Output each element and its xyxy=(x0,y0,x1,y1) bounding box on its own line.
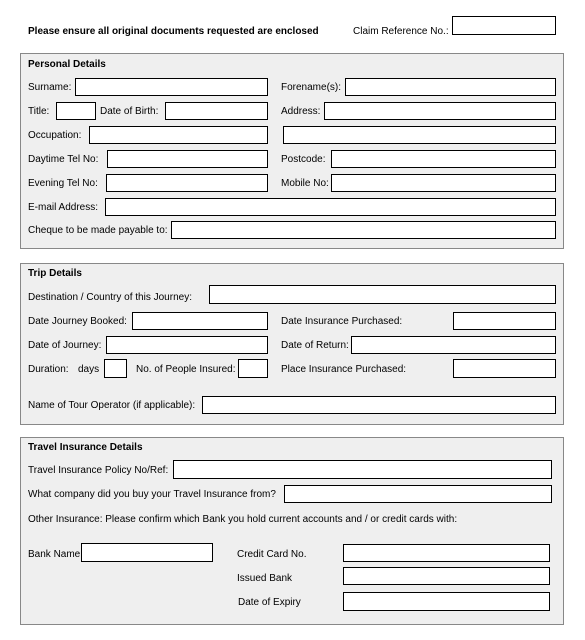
insurance-company-label: What company did you buy your Travel Insurance from? xyxy=(28,489,276,500)
occupation-label: Occupation: xyxy=(28,130,82,141)
address-field-line1[interactable] xyxy=(324,102,556,120)
cheque-payable-field[interactable] xyxy=(171,221,556,239)
forenames-field[interactable] xyxy=(345,78,556,96)
evening-tel-field[interactable] xyxy=(106,174,268,192)
policy-number-field[interactable] xyxy=(173,460,552,479)
surname-label: Surname: xyxy=(28,82,72,93)
tour-operator-label: Name of Tour Operator (if applicable): xyxy=(28,400,196,411)
occupation-field[interactable] xyxy=(89,126,268,144)
date-insurance-purchased-field[interactable] xyxy=(453,312,556,330)
tour-operator-field[interactable] xyxy=(202,396,556,414)
date-booked-field[interactable] xyxy=(132,312,268,330)
place-insurance-purchased-field[interactable] xyxy=(453,359,556,378)
date-booked-label: Date Journey Booked: xyxy=(28,316,127,327)
destination-field[interactable] xyxy=(209,285,556,304)
postcode-label: Postcode: xyxy=(281,154,326,165)
documents-notice: Please ensure all original documents requested are enclosed xyxy=(28,26,319,37)
address-label: Address: xyxy=(281,106,321,117)
daytime-tel-label: Daytime Tel No: xyxy=(28,154,99,165)
duration-field[interactable] xyxy=(104,359,127,378)
policy-number-label: Travel Insurance Policy No/Ref: xyxy=(28,465,169,476)
date-insurance-purchased-label: Date Insurance Purchased: xyxy=(281,316,403,327)
trip-details-heading: Trip Details xyxy=(28,268,82,279)
mobile-label: Mobile No: xyxy=(281,178,329,189)
daytime-tel-field[interactable] xyxy=(107,150,268,168)
date-of-journey-field[interactable] xyxy=(106,336,268,354)
surname-field[interactable] xyxy=(75,78,268,96)
address-field-line2[interactable] xyxy=(283,126,556,144)
insurance-company-field[interactable] xyxy=(284,485,552,503)
title-label: Title: xyxy=(28,106,50,117)
other-insurance-label: Other Insurance: Please confirm which Bank you hold current accounts and / or credit cards with: xyxy=(28,514,458,525)
date-of-expiry-label: Date of Expiry xyxy=(238,597,301,608)
date-of-journey-label: Date of Journey: xyxy=(28,340,102,351)
date-of-return-label: Date of Return: xyxy=(281,340,349,351)
date-of-return-field[interactable] xyxy=(351,336,556,354)
date-of-birth-field[interactable] xyxy=(165,102,268,120)
issued-bank-field[interactable] xyxy=(343,567,550,585)
email-label: E-mail Address: xyxy=(28,202,99,213)
destination-label: Destination / Country of this Journey: xyxy=(28,292,192,303)
title-field[interactable] xyxy=(56,102,96,120)
bank-name-label: Bank Name xyxy=(28,549,81,560)
issued-bank-label: Issued Bank xyxy=(237,573,293,584)
credit-card-label: Credit Card No. xyxy=(237,549,307,560)
travel-insurance-heading: Travel Insurance Details xyxy=(28,442,143,453)
duration-label: Duration: xyxy=(28,364,69,375)
num-people-field[interactable] xyxy=(238,359,268,378)
forenames-label: Forename(s): xyxy=(281,82,342,93)
duration-days-label: days xyxy=(78,364,100,375)
cheque-payable-label: Cheque to be made payable to: xyxy=(28,225,168,236)
date-of-expiry-field[interactable] xyxy=(343,592,550,611)
personal-details-heading: Personal Details xyxy=(28,59,106,70)
date-of-birth-label: Date of Birth: xyxy=(100,106,159,117)
mobile-field[interactable] xyxy=(331,174,556,192)
claim-reference-label: Claim Reference No.: xyxy=(353,26,449,37)
postcode-field[interactable] xyxy=(331,150,556,168)
place-insurance-purchased-label: Place Insurance Purchased: xyxy=(281,364,407,375)
num-people-label: No. of People Insured: xyxy=(136,364,236,375)
evening-tel-label: Evening Tel No: xyxy=(28,178,98,189)
email-field[interactable] xyxy=(105,198,556,216)
claim-reference-field[interactable] xyxy=(452,16,556,35)
bank-name-field[interactable] xyxy=(81,543,213,562)
credit-card-field[interactable] xyxy=(343,544,550,562)
